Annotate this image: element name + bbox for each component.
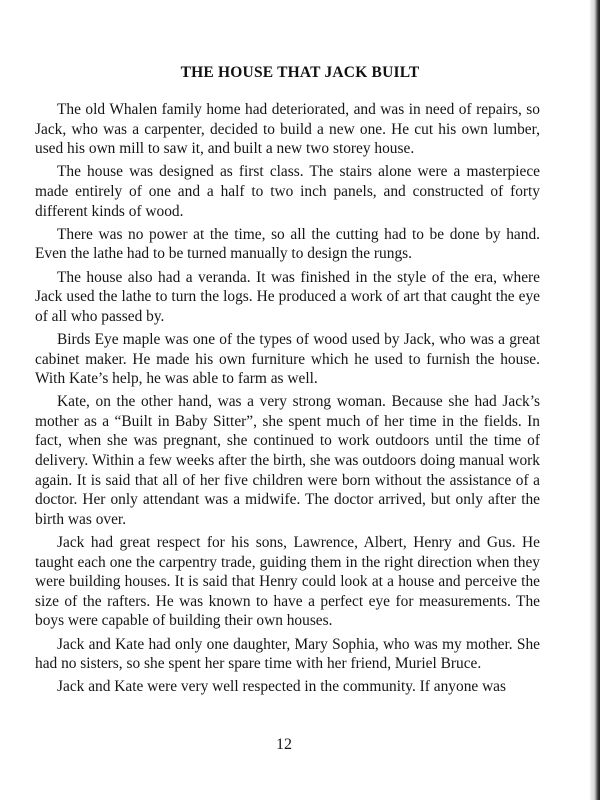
paragraph: Jack and Kate were very well respected in the community. If anyone was — [57, 678, 507, 696]
paragraph: The house was designed as first class. The stairs alone were a masterpiece made entirely of one and a half to two inch panels, and constructed of forty different kinds of wood. — [35, 163, 540, 220]
paragraph: Jack had great respect for his sons, Lawrence, Albert, Henry and Gus. He taught each one the carpentry trade, guiding them in the right direction when they were building houses. It is said that Henry could look at a house and perceive the size of the rafters. He was known to have a perfect eye for measurements. The boys were capable of building their own houses. — [35, 534, 540, 630]
paragraph: There was no power at the time, so all the cutting had to be done by hand. Even the lathe had to be turned manually to design the rungs. — [35, 225, 540, 263]
scan-edge-shadow — [590, 0, 600, 800]
paragraph: The old Whalen family home had deteriorated, and was in need of repairs, so Jack, who was a carpenter, decided to build a new one. He cut his own lumber, used his own mill to saw it, and built a new two storey house. — [35, 101, 540, 158]
page-number: 12 — [276, 736, 292, 753]
paragraph: Birds Eye maple was one of the types of wood used by Jack, who was a great cabinet maker. He made his own furniture which he used to furnish the house. With Kate’s help, he was able to farm as well. — [35, 330, 540, 388]
paragraph: Jack and Kate had only one daughter, Mary Sophia, who was my mother. She had no sisters, so she spent her spare time with her friend, Muriel Bruce. — [35, 635, 540, 673]
paragraph: The house also had a veranda. It was finished in the style of the era, where Jack used the lathe to turn the logs. He produced a work of art that caught the eye of all who passed by. — [35, 268, 540, 325]
page-title: THE HOUSE THAT JACK BUILT — [180, 64, 420, 81]
paragraph: Kate, on the other hand, was a very strong woman. Because she had Jack’s mother as a “Built in Baby Sitter”, she spent much of her time in the fields. In fact, when she was pregnant, she continued to work outdoors until the time of delivery. Within a few weeks after the birth, she was outdoors doing manual work again. It is said that all of her five children were born without the assistance of a doctor. Her only attendant was a midwife. The doctor arrived, but only after the birth was over. — [35, 393, 540, 528]
body-text — [35, 100, 540, 701]
